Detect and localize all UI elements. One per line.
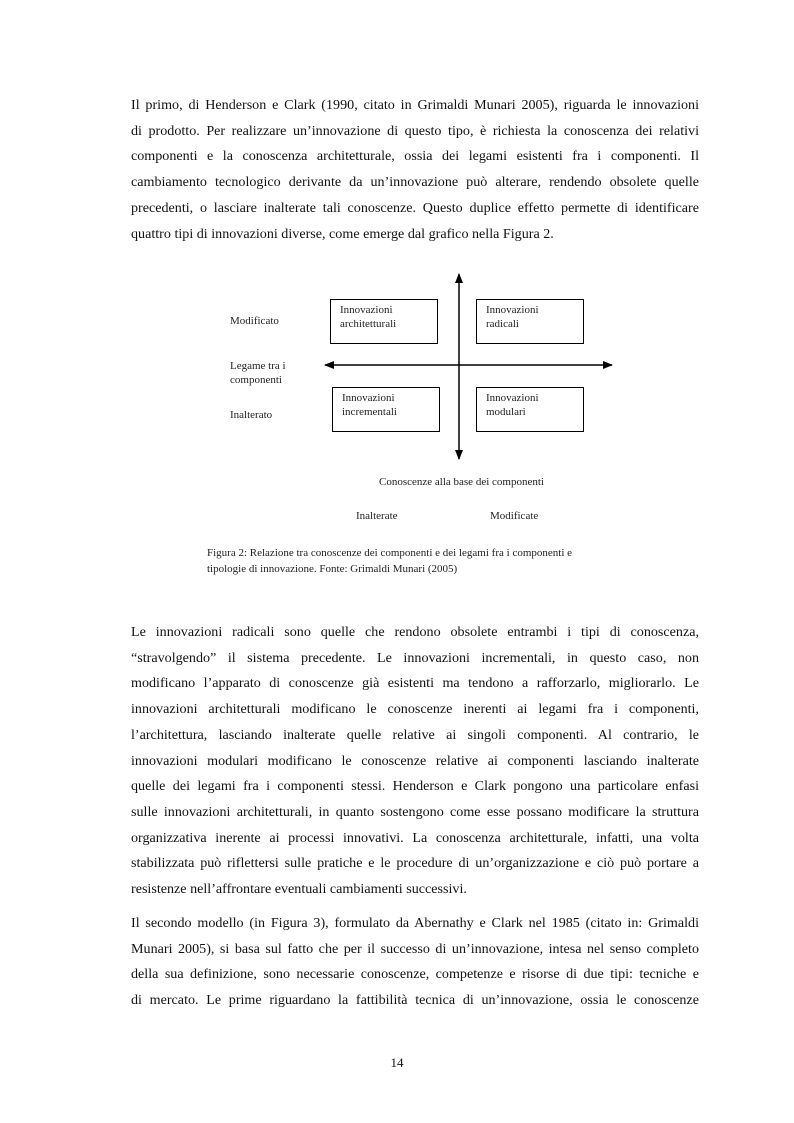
text-line: Il secondo modello (in Figura 3), formulato da Abernathy e Clark nel 1985 (citato in: Grimaldi — [131, 915, 699, 931]
text-line: della sua definizione, sono necessarie conoscenze, competenze e risorse di due tipi: tecniche e — [131, 966, 699, 983]
box-innovazioni-radicali — [476, 299, 584, 344]
text-line: precedenti, o lasciare inalterate tali conoscenze. Questo duplice effetto permette di identificare — [131, 199, 699, 216]
text-line: cambiamento tecnologico derivante da un’innovazione può alterare, rendendo obsolete quelle — [131, 174, 699, 191]
text-line: innovazioni architetturali modificano le conoscenze inerenti ai legami fra i componenti, — [131, 701, 699, 718]
paragraph-innovation-types — [131, 620, 699, 903]
text-line: Le innovazioni radicali sono quelle che rendono obsolete entrambi i tipi di conoscenza, — [131, 624, 699, 640]
paragraph-second-model — [131, 911, 699, 1014]
text-line: componenti e la conoscenza architetturale, ossia dei legami esistenti fra i componenti. Il — [131, 148, 699, 165]
caption-line: Figura 2: Relazione tra conoscenze dei componenti e dei legami fra i componenti e — [207, 547, 573, 559]
paragraph-intro — [131, 93, 699, 247]
label-inalterate: Inalterate — [356, 510, 398, 522]
label-conoscenze-axis: Conoscenze alla base dei componenti — [379, 476, 544, 488]
text-line: di mercato. Le prime riguardano la fattibilità tecnica di un’innovazione, ossia le conoscenze — [131, 992, 699, 1009]
text-line: Il primo, di Henderson e Clark (1990, citato in Grimaldi Munari 2005), riguarda le innovazioni — [131, 97, 699, 113]
label-legame-line2: componenti — [230, 374, 282, 386]
box-label-line: architetturali — [340, 317, 397, 330]
label-modificato: Modificato — [230, 315, 279, 327]
text-line: sulle innovazioni architetturali, in quanto sostengono come esse possano modificare la struttura — [131, 803, 699, 820]
box-label-line: incrementali — [342, 405, 397, 418]
figure-caption — [207, 545, 572, 577]
text-line: quelle dei legami fra i componenti stessi. Henderson e Clark pongono una particolare enfasi — [131, 778, 699, 795]
text-line: resistenze nell’affrontare eventuali cambiamenti successivi. — [131, 881, 467, 898]
box-label-line: Innovazioni — [486, 304, 539, 316]
text-line: innovazioni modulari modificano le conoscenze relative ai componenti lasciando inalterate — [131, 752, 699, 769]
box-label-line: Innovazioni — [486, 392, 539, 404]
label-legame-line1: Legame tra i — [230, 360, 286, 372]
text-line: organizzativa inerente ai processi innovativi. La conoscenza architetturale, infatti, una volta — [131, 829, 699, 846]
text-line: quattro tipi di innovazioni diverse, come emerge dal grafico nella Figura 2. — [131, 225, 554, 242]
caption-line: tipologie di innovazione. Fonte: Grimaldi Munari (2005) — [207, 563, 458, 575]
text-line: stabilizzata può riflettersi sulle pratiche e le procedure di un’organizzazione e ciò può portare a — [131, 855, 699, 872]
text-line: di prodotto. Per realizzare un’innovazione di questo tipo, è richiesta la conoscenza dei relativi — [131, 122, 699, 139]
box-innovazioni-incrementali — [332, 387, 440, 432]
box-innovazioni-modulari — [476, 387, 584, 432]
box-label-line: radicali — [486, 317, 519, 330]
page-number: 14 — [390, 1055, 404, 1070]
label-inalterato: Inalterato — [230, 409, 273, 421]
text-line: l’architettura, lasciando inalterate quelle relative ai singoli componenti. Al contrario, le — [131, 726, 699, 743]
box-innovazioni-architetturali — [330, 299, 438, 344]
text-line: modificano l’apparato di conoscenze già esistenti ma tendono a rafforzarlo, migliorarlo. Le — [131, 675, 699, 692]
text-line: “stravolgendo” il sistema precedente. Le innovazioni incrementali, in questo caso, non — [131, 649, 699, 666]
box-label-line: Innovazioni — [340, 304, 393, 316]
box-label-line: modulari — [486, 405, 526, 418]
text-line: Munari 2005), si basa sul fatto che per il successo di un’innovazione, intesa nel senso completo — [131, 940, 699, 957]
label-modificate: Modificate — [490, 510, 539, 522]
box-label-line: Innovazioni — [342, 392, 395, 404]
